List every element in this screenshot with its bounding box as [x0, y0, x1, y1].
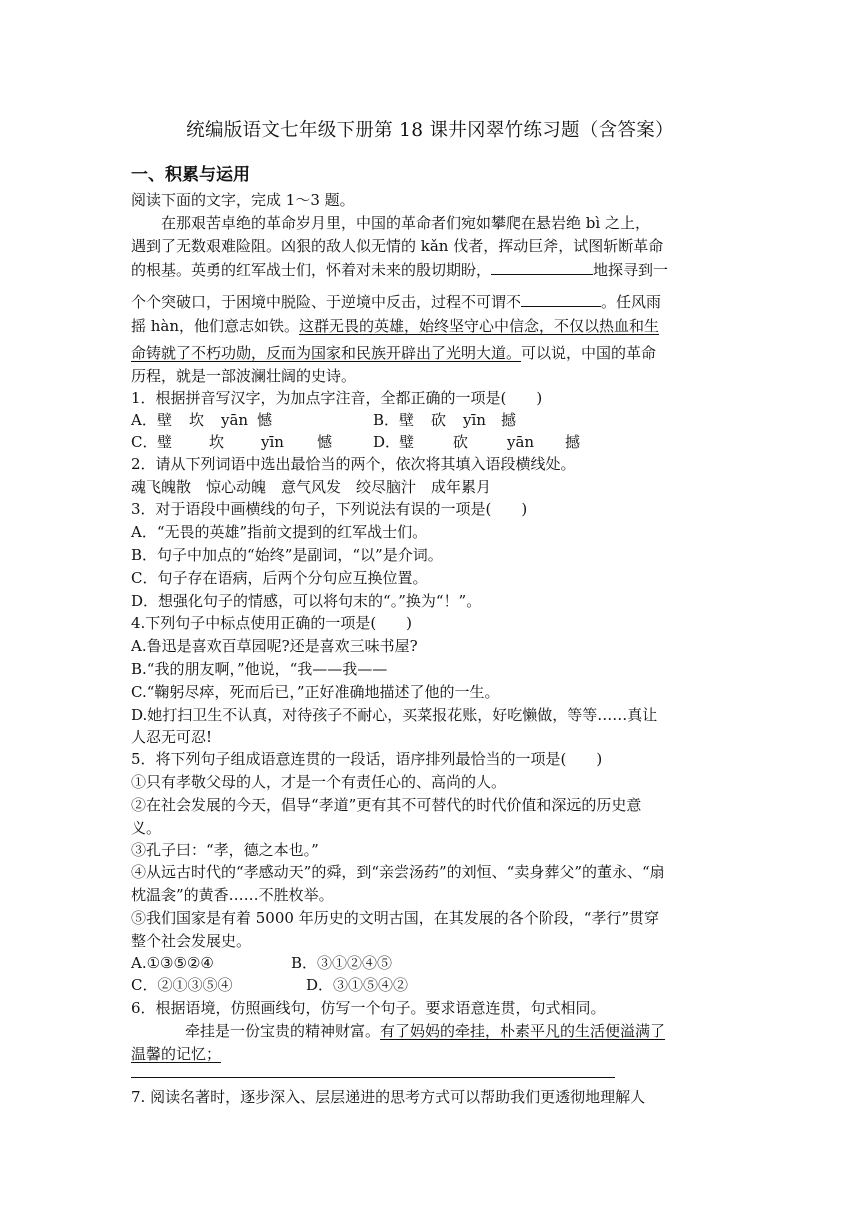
- question-5-options-ab: [131, 953, 731, 975]
- question-5-option-a[interactable]: A.①③⑤②④: [131, 954, 214, 972]
- underlined-sentence: 命铸就了不朽功勋，反而为国家和民族开辟出了光明大道。: [131, 344, 522, 362]
- question-1-options-cd: [131, 432, 731, 454]
- option-c-item: 憾: [317, 433, 333, 451]
- fill-blank-1[interactable]: [491, 259, 593, 275]
- passage-text: 可以说，中国的革命: [521, 344, 657, 362]
- option-a-item: 憾: [257, 411, 273, 429]
- passage-line: 历程，就是一部波澜壮阔的史诗。: [131, 367, 357, 385]
- context-text: 牵挂是一份宝贵的精神财富。: [185, 1022, 381, 1040]
- option-d-label[interactable]: D．: [373, 433, 401, 451]
- passage-line: 在那艰苦卓绝的革命岁月里，中国的革命者们宛如攀爬在悬岩绝 bì 之上，: [161, 214, 650, 232]
- option-d-item: 砍: [453, 433, 469, 451]
- question-6-stem: 6．根据语境，仿照画线句，仿写一个句子。要求语意连贯，句式相同。: [131, 999, 606, 1017]
- question-3-option-c[interactable]: C．句子存在语病，后两个分句应互换位置。: [131, 569, 428, 587]
- question-5-option-c[interactable]: C．②①③⑤④: [131, 976, 233, 994]
- passage-line: [131, 316, 731, 338]
- question-6-context-cont: [131, 1044, 731, 1066]
- question-5-option-d[interactable]: D．③①⑤④②: [306, 976, 409, 994]
- passage-text: 地探寻到一: [593, 261, 669, 279]
- passage-line: 遇到了无数艰难险阻。凶狠的敌人似无情的 kǎn 伐者，挥动巨斧，试图斩断革命: [131, 237, 664, 255]
- passage-text: 个个突破口，于困境中脱险、于逆境中反击，过程不可谓不: [131, 293, 522, 311]
- question-1-options-ab: [131, 410, 731, 432]
- fill-blank-2[interactable]: [521, 291, 601, 307]
- option-c-item: 坎: [209, 433, 225, 451]
- question-4-stem: 4.下列句子中标点使用正确的一项是( ): [131, 614, 413, 632]
- passage-line: [131, 291, 731, 313]
- option-b-item: 壁: [399, 411, 415, 429]
- question-4-option-a[interactable]: A.鲁迅是喜欢百草园呢?还是喜欢三味书屋?: [131, 637, 418, 655]
- sentence-4-cont: 枕温衾”的黄香……不胜枚举。: [131, 886, 334, 904]
- question-1-stem: 1．根据拼音写汉字，为加点字注音，全都正确的一项是( ): [131, 389, 543, 407]
- reading-instruction: 阅读下面的文字，完成 1～3 题。: [131, 191, 355, 209]
- passage-text: 的根基。英勇的红军战士们，怀着对未来的殷切期盼，: [131, 261, 492, 279]
- question-7-stem: 7. 阅读名著时，逐步深入、层层递进的思考方式可以帮助我们更透彻地理解人: [131, 1088, 646, 1106]
- option-b-item: yīn: [463, 411, 486, 429]
- question-3-stem: 3．对于语段中画横线的句子，下列说法有误的一项是( ): [131, 500, 528, 518]
- answer-line[interactable]: [131, 1077, 615, 1078]
- sentence-1: ①只有孝敬父母的人，才是一个有责任心的、高尚的人。: [131, 773, 507, 791]
- page-title: 统编版语文七年级下册第 18 课井冈翠竹练习题（含答案）: [186, 120, 674, 141]
- passage-line: [131, 343, 731, 365]
- underlined-sentence: 这群无畏的英雄，始终坚守心中信念，不仅以热血和生: [299, 317, 660, 335]
- section-heading: 一、积累与运用: [131, 165, 250, 185]
- sentence-2: ②在社会发展的今天，倡导“孝道”更有其不可替代的时代价值和深远的历史意: [131, 796, 642, 814]
- question-3-option-a[interactable]: A．“无畏的英雄”指前文提到的红军战士们。: [131, 523, 428, 541]
- question-2-words: 魂飞魄散 惊心动魄 意气风发 绞尽脑汁 成年累月: [131, 478, 492, 496]
- option-a-item: 坎: [189, 411, 205, 429]
- passage-line: [131, 259, 731, 281]
- question-5-options-cd: [131, 975, 731, 997]
- option-b-label[interactable]: B．: [373, 411, 400, 429]
- option-c-item: 璧: [157, 433, 173, 451]
- option-d-item: 璧: [399, 433, 415, 451]
- sentence-5-cont: 整个社会发展史。: [131, 932, 252, 950]
- sentence-3: ③孔子曰：“孝，德之本也。”: [131, 841, 319, 859]
- option-a-item: yān: [221, 411, 249, 429]
- option-a-item: 壁: [157, 411, 173, 429]
- option-b-item: 撼: [501, 411, 517, 429]
- option-c-label[interactable]: C．: [131, 433, 158, 451]
- option-d-item: yān: [507, 433, 535, 451]
- model-sentence: 有了妈妈的牵挂，朴素平凡的生活便溢满了: [380, 1022, 666, 1040]
- option-d-item: 撼: [565, 433, 581, 451]
- sentence-2-cont: 义。: [131, 819, 162, 837]
- question-4-option-d-cont: 人忍无可忍!: [131, 728, 213, 746]
- model-sentence: 温馨的记忆；: [131, 1045, 222, 1063]
- question-6-context: [185, 1021, 731, 1043]
- option-b-item: 砍: [431, 411, 447, 429]
- question-2-stem: 2．请从下列词语中选出最恰当的两个，依次将其填入语段横线处。: [131, 455, 576, 473]
- question-4-option-c[interactable]: C.“鞠躬尽瘁，死而后已，”正好准确地描述了他的一生。: [131, 683, 500, 701]
- sentence-4: ④从远古时代的“孝感动天”的舜，到“亲尝汤药”的刘恒、“卖身葬父”的董永、“扇: [131, 863, 665, 881]
- question-4-option-b[interactable]: B.“我的朋友啊，”他说，“我——我——: [131, 660, 388, 678]
- option-c-item: yīn: [261, 433, 284, 451]
- option-a-label[interactable]: A．: [131, 411, 157, 429]
- passage-text: 。任风雨: [601, 293, 662, 311]
- sentence-5: ⑤我们国家是有着 5000 年历史的文明古国，在其发展的各个阶段，“孝行”贯穿: [131, 909, 660, 927]
- question-5-option-b[interactable]: B．③①②④⑤: [291, 954, 393, 972]
- question-5-stem: 5．将下列句子组成语意连贯的一段话，语序排列最恰当的一项是( ): [131, 750, 603, 768]
- passage-text: 摇 hàn，他们意志如铁。: [131, 317, 300, 335]
- question-3-option-d[interactable]: D．想强化句子的情感，可以将句末的“。”换为“！”。: [131, 592, 482, 610]
- question-4-option-d[interactable]: D.她打扫卫生不认真，对待孩子不耐心，买菜报花账，好吃懒做，等等……真让: [131, 706, 658, 724]
- question-3-option-b[interactable]: B．句子中加点的“始终”是副词，“以”是介词。: [131, 546, 443, 564]
